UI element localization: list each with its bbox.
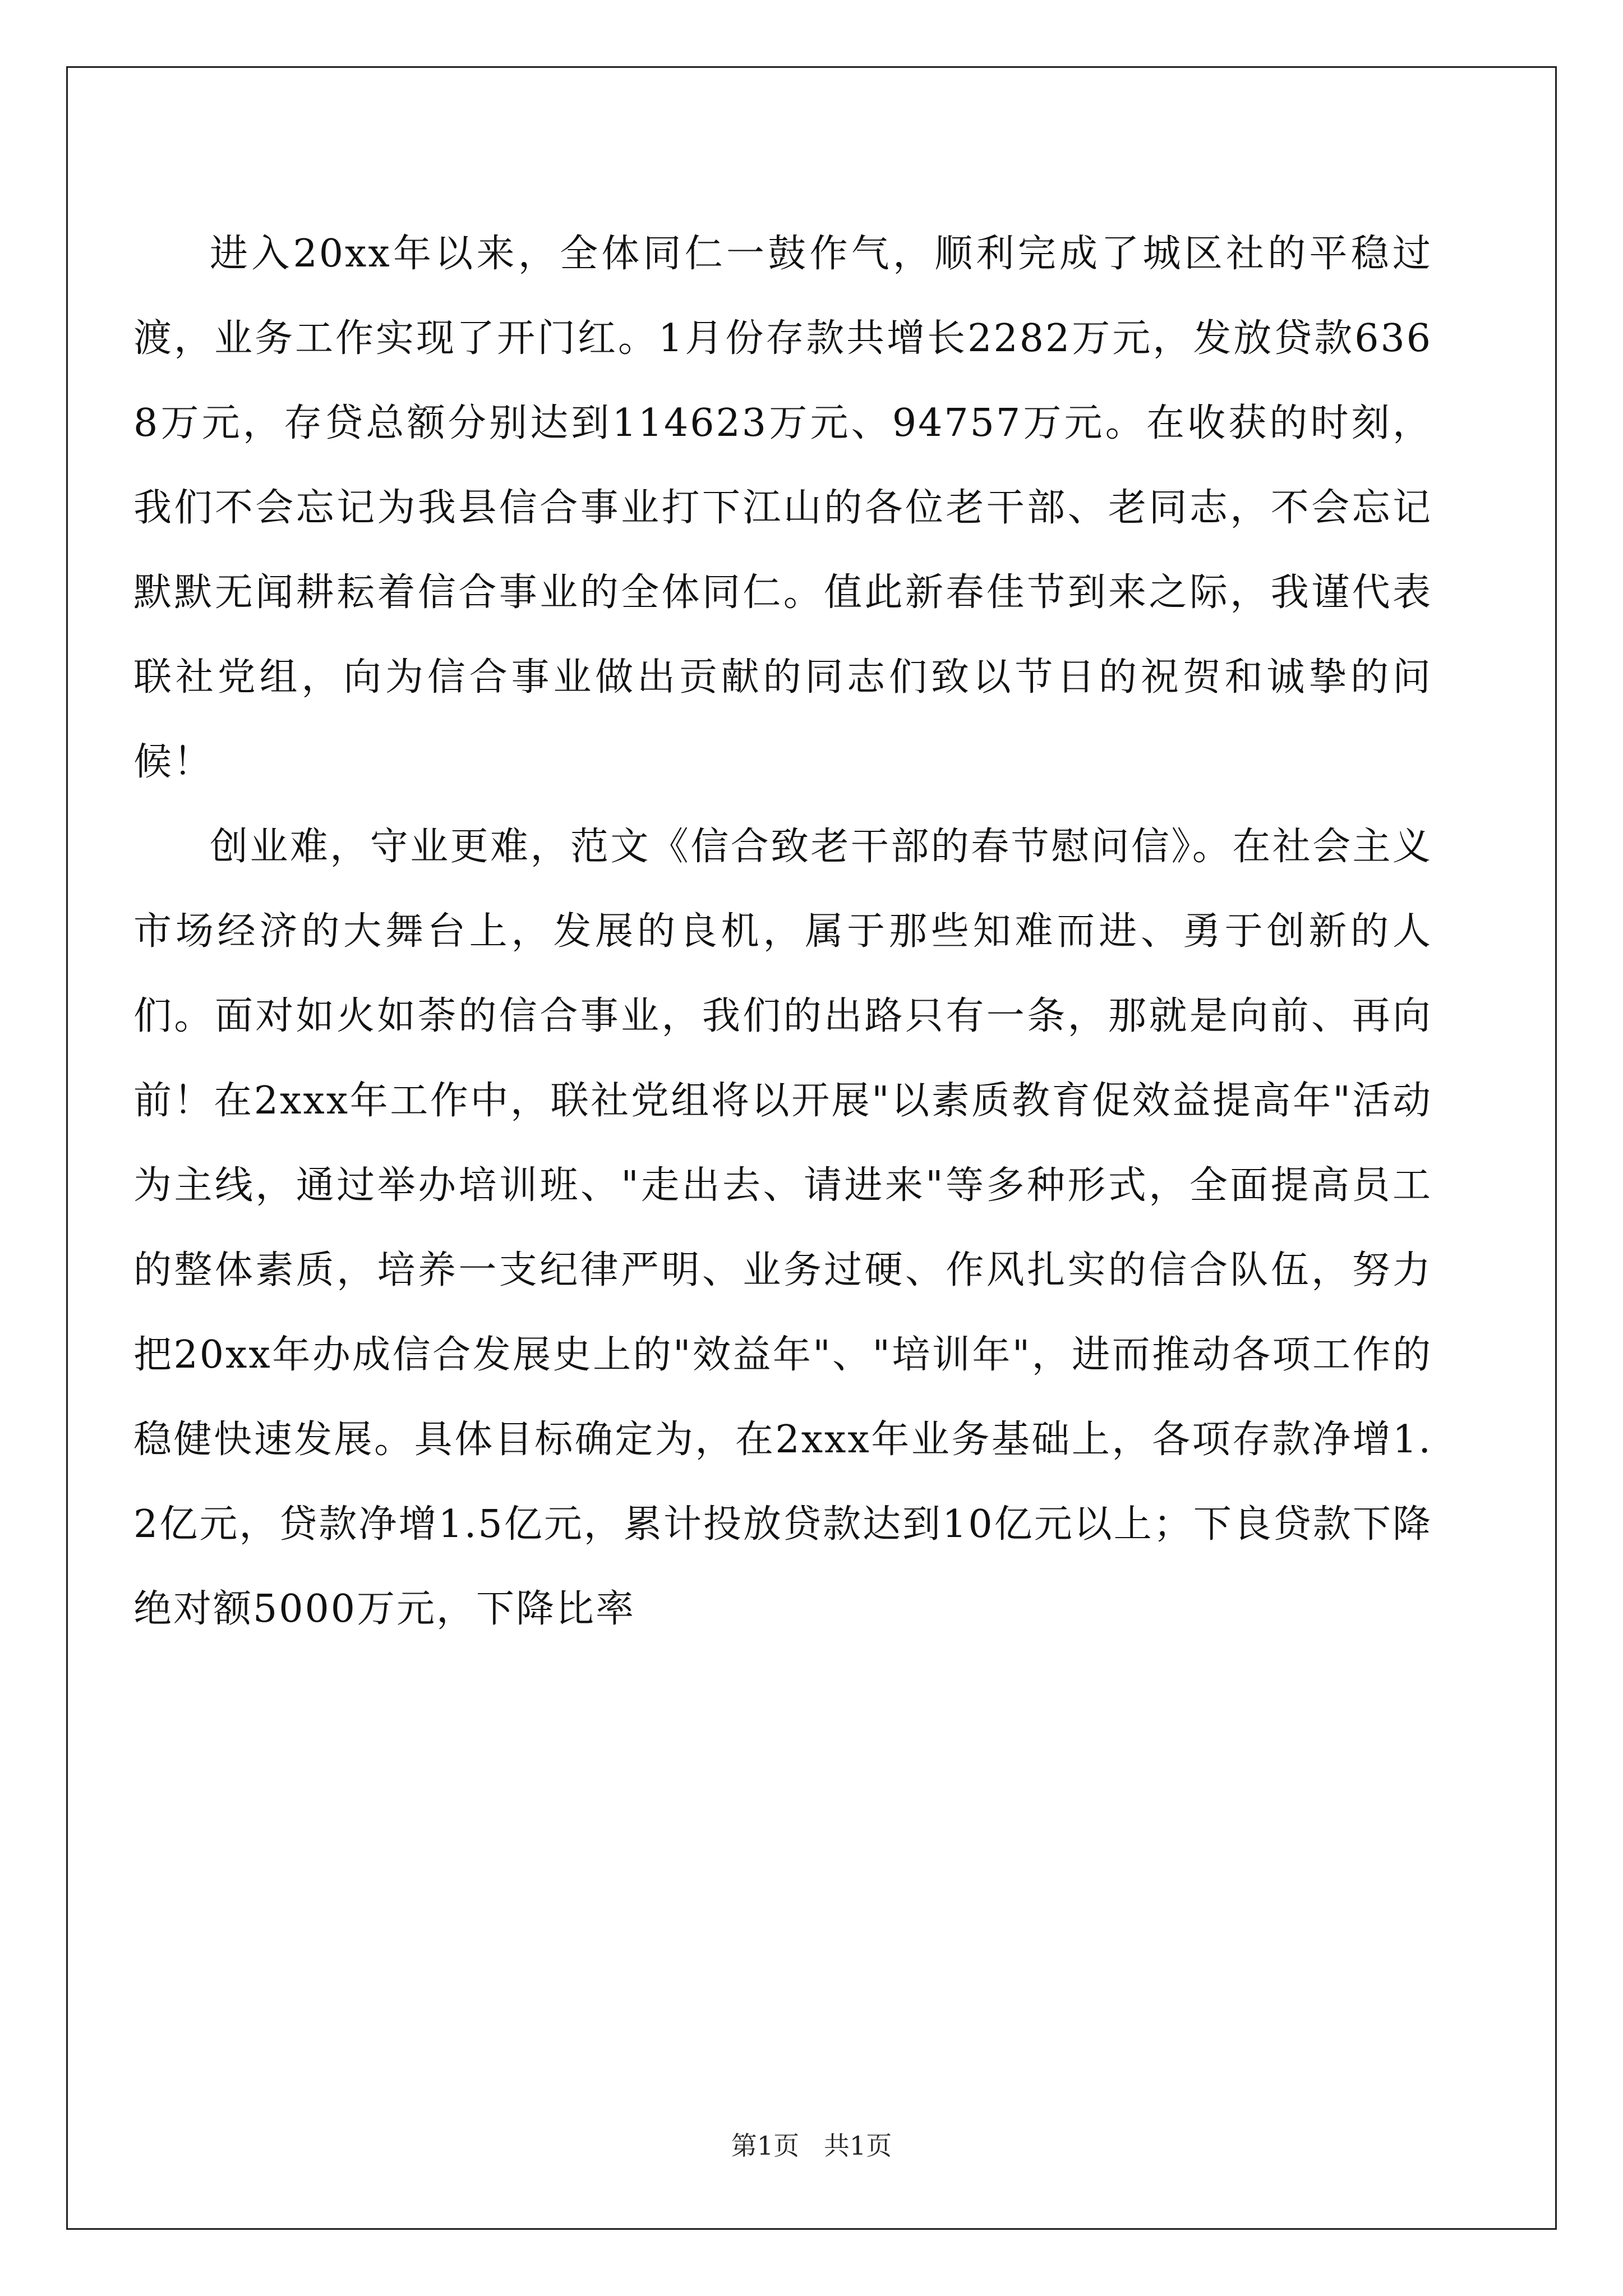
paragraph-2: 创业难，守业更难，范文《信合致老干部的春节慰问信》。在社会主义市场经济的大舞台上，发展的良机，属于那些知难而进、勇于创新的人们。面对如火如荼的信合事业，我们的出路只有一条，那就是向前、再向前！在2xxx年工作中，联社党组将以开展"以素质教育促效益提高年"活动为主线，通过举办培训班、"走出去、请进来"等多种形式，全面提高员工的整体素质，培养一支纪律严明、业务过硬、作风扎实的信合队伍，努力把20xx年办成信合发展史上的"效益年"、"培训年"，进而推动各项工作的稳健快速发展。具体目标确定为，在2xxx年业务基础上，各项存款净增1.2亿元，贷款净增1.5亿元，累计投放贷款达到10亿元以上；下良贷款下降绝对额5000万元，下降比率 <box>133 825 1432 1631</box>
paragraph-1: 进入20xx年以来，全体同仁一鼓作气，顺利完成了城区社的平稳过渡，业务工作实现了开门红。1月份存款共增长2282万元，发放贷款6368万元，存贷总额分别达到114623万元、94757万元。在收获的时刻，我们不会忘记为我县信合事业打下江山的各位老干部、老同志，不会忘记默默无闻耕耘着信合事业的全体同仁。值此新春佳节到来之际，我谨代表联社党组，向为信合事业做出贡献的同志们致以节日的祝贺和诚挚的问候！ <box>133 232 1432 784</box>
page-number-footer: 第1页 共1页 <box>731 2131 892 2161</box>
document-body <box>133 211 1432 1651</box>
